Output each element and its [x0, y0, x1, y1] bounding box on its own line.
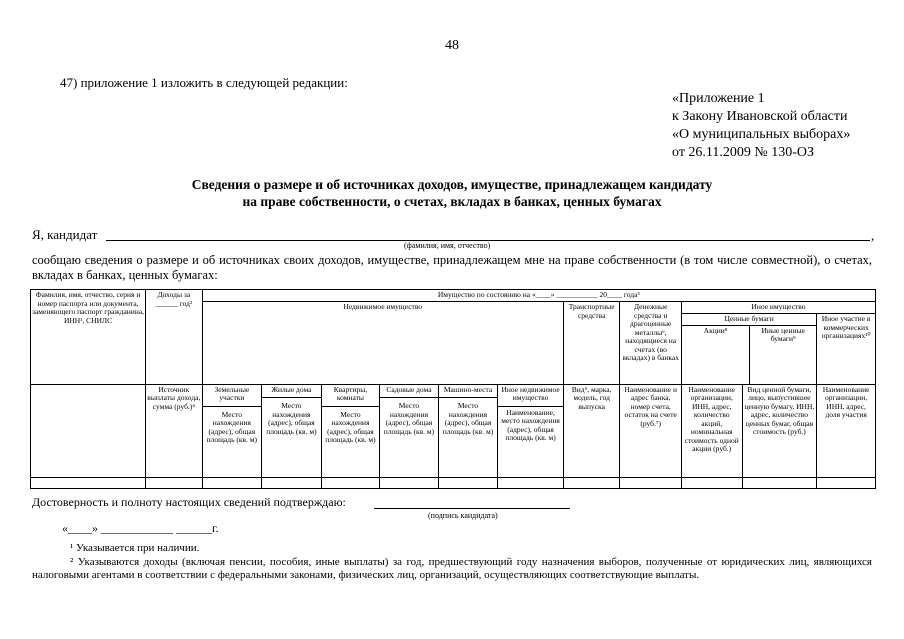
date-line: «____» ____________ ______г. — [62, 521, 219, 535]
cell-flats — [321, 384, 380, 477]
land-detail: Место нахождения (адрес), общая площадь (кв. м) — [206, 409, 258, 444]
flats-label: Квартиры, комнаты — [322, 385, 380, 407]
col-commercial: Иное участие в коммерческих организациях¹⁰ — [817, 314, 876, 385]
parking-label: Машино-места — [439, 385, 498, 399]
col-property: Имущество по состоянию на «____» ___________ 20____ года³ — [202, 290, 875, 302]
signature-caption: (подпись кандидата) — [428, 511, 498, 520]
securities-sub — [682, 326, 816, 384]
footnote-2: ² Указываются доходы (включая пенсии, пособия, иные выплаты) за год, предшествующий году назначения выборов, полученные от юридических лиц, являющихся налоговыми агентами в соответствии с федеральными законами, физических лиц, организаций, осуществляющих соответствующие выплаты. — [32, 556, 872, 581]
houses-label: Жилые дома — [262, 385, 321, 399]
cell-money: Наименование и адрес банка, номер счета, остаток на счете (руб.⁷) — [620, 384, 682, 477]
col-other-securities: Иные ценные бумаги⁹ — [761, 325, 805, 343]
title-line-1: Сведения о размере и об источниках доходов, имуществе, принадлежащем кандидату — [191, 177, 713, 192]
appendix-header: «Приложение 1 к Закону Ивановской области «О муниципальных выборах» от 26.11.2009 № 130-ОЗ — [672, 91, 851, 160]
page-number: 48 — [445, 38, 459, 53]
col-securities — [681, 314, 816, 385]
col-other-property: Иное имущество — [681, 302, 875, 314]
cell-transport: Вид⁵, марка, модель, год выпуска — [563, 384, 620, 477]
col-real-estate: Недвижимое имущество — [202, 302, 563, 385]
col-person: Фамилия, имя, отчество, серия и номер паспорта или документа, заменяющего паспорт гражданина, ИНН¹, СНИЛС — [31, 290, 146, 385]
parking-detail: Место нахождения (адрес), общая площадь (кв. м) — [442, 401, 494, 436]
candidate-label: Я, кандидат — [32, 227, 98, 242]
cell-shares: Наименование организации, ИНН, адрес, количество акций, номинальная стоимость одной акции (руб.) — [681, 384, 742, 477]
table-row-empty — [31, 477, 876, 488]
flats-detail: Место нахождения (адрес), общая площадь (кв. м) — [325, 409, 376, 444]
cell-income-source: Источник выплаты дохода, сумма (руб.)⁴ — [146, 384, 203, 477]
document-title — [0, 176, 904, 210]
garden-label: Садовые дома — [380, 385, 438, 399]
amendment-intro: 47) приложение 1 изложить в следующей редакции: — [60, 75, 348, 90]
title-line-2: на праве собственности, о счетах, вкладах в банках, ценных бумагах — [242, 194, 662, 209]
cell-other-securities: Вид ценной бумаги, лицо, выпустившее ценную бумагу, ИНН, адрес, количество ценных бумаг, общая стоимость (руб.) — [742, 384, 817, 477]
candidate-caption: (фамилия, имя, отчество) — [404, 241, 491, 250]
cell-garden — [380, 384, 439, 477]
garden-detail: Место нахождения (адрес), общая площадь (кв. м) — [383, 401, 435, 436]
securities-label: Ценные бумаги — [682, 314, 816, 326]
col-shares: Акции⁸ — [682, 326, 750, 384]
cell-person-detail — [31, 384, 146, 477]
cell-other-realty — [498, 384, 564, 477]
other-realty-detail: Наименование, место нахождения (адрес), общая площадь (кв. м) — [501, 407, 560, 442]
cell-houses — [262, 384, 322, 477]
col-money: Денежные средства и драгоценные металлы⁶, находящиеся на счетах (во вкладах) в банках — [620, 302, 682, 385]
other-realty-label: Иное недвижимое имущество — [498, 385, 563, 407]
col-income: Доходы за ______ год² — [146, 290, 203, 385]
signature-line — [374, 508, 570, 509]
declaration-table — [30, 289, 876, 489]
land-label: Земельные участки — [203, 385, 262, 407]
report-text: сообщаю сведения о размере и об источниках своих доходов, имуществе, принадлежащем мне на праве собственности (в том числе совместной), о счетах, вкладах в банках, ценных бумагах: — [32, 253, 872, 282]
cell-land — [202, 384, 262, 477]
cell-commercial: Наименование организации, ИНН, адрес, доля участия — [817, 384, 876, 477]
footnote-1: ¹ Указывается при наличии. — [70, 542, 200, 554]
candidate-comma: , — [871, 228, 875, 243]
confirm-text: Достоверность и полноту настоящих сведений подтверждаю: — [32, 495, 346, 509]
cell-parking — [438, 384, 498, 477]
col-transport: Транспортные средства — [563, 302, 620, 385]
houses-detail: Место нахождения (адрес), общая площадь (кв. м) — [266, 401, 317, 436]
